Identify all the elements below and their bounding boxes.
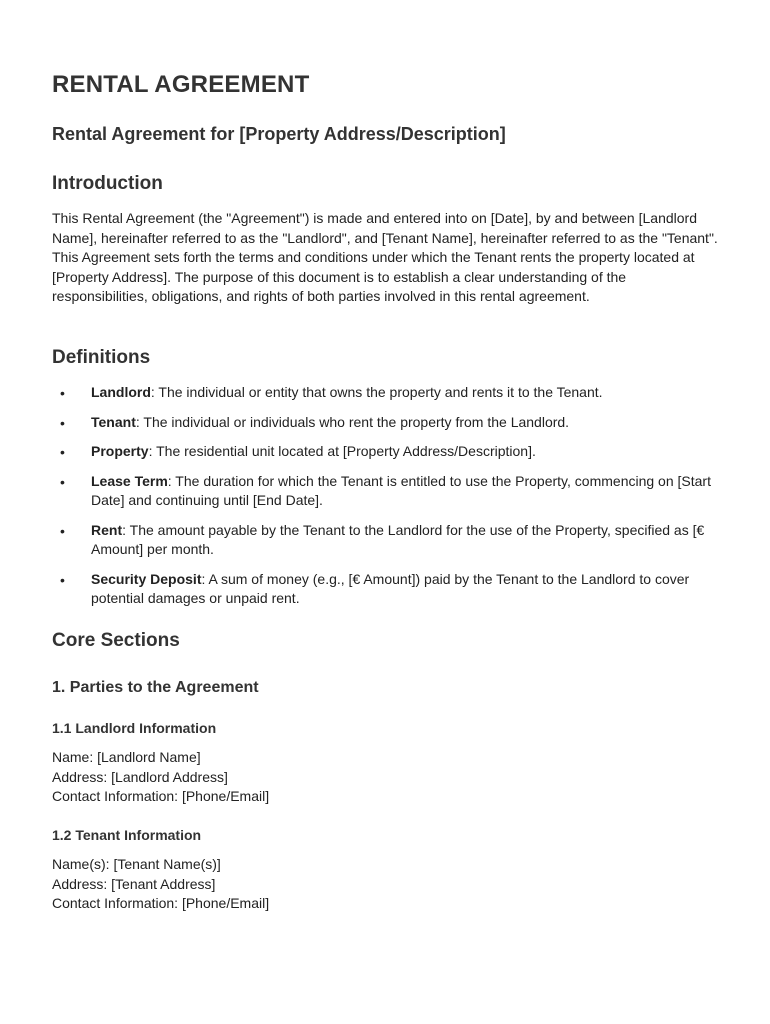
landlord-info-heading: 1.1 Landlord Information <box>52 720 217 736</box>
bullet-icon: • <box>60 385 65 401</box>
definition-term: Rent <box>91 521 123 538</box>
definition-term: Landlord <box>91 384 151 400</box>
landlord-info-block <box>52 748 269 807</box>
bullet-icon: • <box>60 571 65 588</box>
core-sections-heading: Core Sections <box>52 630 180 651</box>
definition-term: Property <box>91 443 149 459</box>
definition-text: : The duration for which the Tenant is entitled to use the Property, commencing on [Start Date] and continuing until [End Date]. <box>91 472 711 508</box>
definitions-list <box>52 383 718 609</box>
definition-item-tenant <box>52 413 718 433</box>
document-title: RENTAL AGREEMENT <box>52 71 310 98</box>
tenant-contact: Contact Information: [Phone/Email] <box>52 895 270 911</box>
landlord-address: Address: [Landlord Address] <box>52 768 228 785</box>
definition-text: : The amount payable by the Tenant to the Landlord for the use of the Property, specified as [€ Amount] per month. <box>91 521 705 557</box>
bullet-icon: • <box>60 473 65 490</box>
document-subtitle: Rental Agreement for [Property Address/Description] <box>52 124 506 144</box>
parties-heading: 1. Parties to the Agreement <box>52 679 259 696</box>
definition-term: Lease Term <box>91 472 168 489</box>
definitions-heading: Definitions <box>52 347 151 368</box>
definition-text: : The residential unit located at [Property Address/Description]. <box>148 443 536 459</box>
definition-item-rent <box>52 521 718 560</box>
landlord-name: Name: [Landlord Name] <box>52 749 201 765</box>
introduction-heading: Introduction <box>52 173 163 194</box>
bullet-icon: • <box>60 444 65 460</box>
definition-item-lease-term <box>52 472 718 511</box>
definition-text: : The individual or entity that owns the property and rents it to the Tenant. <box>150 384 603 400</box>
definition-term: Security Deposit <box>91 570 202 587</box>
definition-item-security-deposit <box>52 570 718 609</box>
definition-term: Tenant <box>91 413 136 430</box>
introduction-paragraph: This Rental Agreement (the "Agreement") is made and entered into on [Date], by and between [Landlord Name], hereinafter referred to as the "Landlord", and [Tenant Name], hereinafter referred to as the "Tenant". This Agreement sets forth the terms and conditions under which the Tenant rents the property located at [Property Address]. The purpose of this document is to establish a clear understanding of the responsibilities, obligations, and rights of both parties involved in this rental agreement. <box>52 210 718 304</box>
bullet-icon: • <box>60 522 65 539</box>
definition-text: : The individual or individuals who rent the property from the Landlord. <box>135 413 570 430</box>
definition-item-landlord <box>52 383 718 403</box>
definition-item-property <box>52 442 718 462</box>
tenant-info-heading: 1.2 Tenant Information <box>52 827 202 843</box>
bullet-icon: • <box>60 414 65 431</box>
definition-text: : A sum of money (e.g., [€ Amount]) paid by the Tenant to the Landlord to cover potential damages or unpaid rent. <box>91 570 690 606</box>
landlord-contact: Contact Information: [Phone/Email] <box>52 788 270 804</box>
tenant-name: Name(s): [Tenant Name(s)] <box>52 856 221 872</box>
tenant-address: Address: [Tenant Address] <box>52 875 216 892</box>
tenant-info-block <box>52 855 269 914</box>
